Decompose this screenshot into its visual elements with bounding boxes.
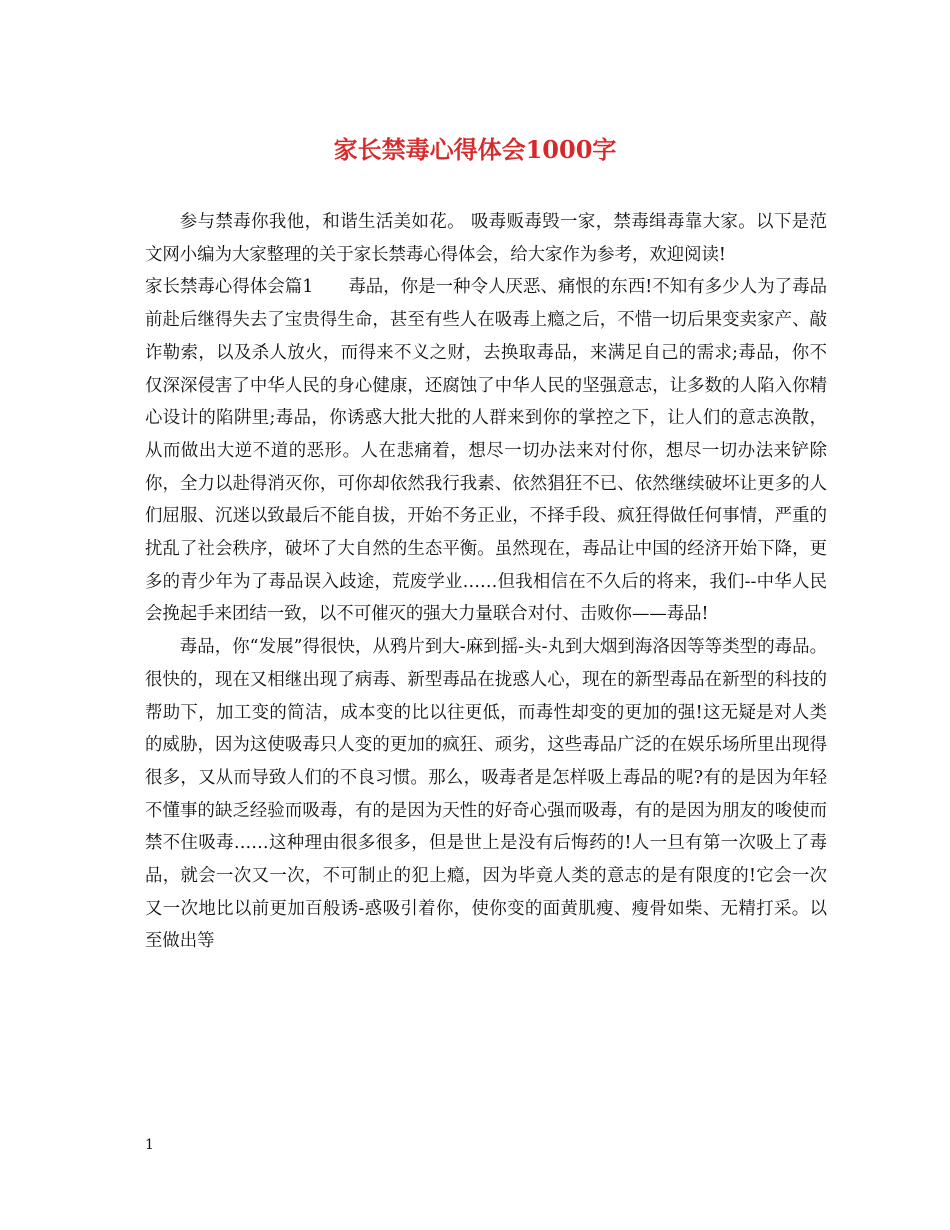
document-title: 家长禁毒心得体会1000字 — [333, 135, 617, 164]
page-number: 1 — [145, 1137, 154, 1153]
section-paragraph — [145, 271, 827, 631]
document-body — [145, 206, 827, 958]
second-paragraph: 毒品，你“发展”得很快，从鸦片到大-麻到摇-头-丸到大烟到海洛因等等类型的毒品。很快的，现在又相继出现了病毒、新型毒品在拢惑人心，现在的新型毒品在新型的科技的帮助下，加工变的简洁，成本变的比以往更低，而毒性却变的更加的强!这无疑是对人类的威胁，因为这使吸毒只人变的更加的疯狂、顽劣，这些毒品广泛的在娱乐场所里出现得很多，又从而导致人们的不良习惯。那么，吸毒者是怎样吸上毒品的呢?有的是因为年轻不懂事的缺乏经验而吸毒，有的是因为天性的好奇心强而吸毒，有的是因为朋友的唆使而禁不住吸毒……这种理由很多很多，但是世上是没有后悔药的!人一旦有第一次吸上了毒品，就会一次又一次，不可制止的犯上瘾，因为毕竟人类的意志的是有限度的!它会一次又一次地比以前更加百般诱-惑吸引着你，使你变的面黄肌瘦、瘦骨如柴、无精打采。以至做出等 — [145, 637, 827, 952]
section-body: 毒品，你是一种令人厌恶、痛恨的东西!不知有多少人为了毒品前赴后继得失去了宝贵得生命，甚至有些人在吸毒上瘾之后，不惜一切后果变卖家产、敲诈勒索，以及杀人放火，而得来不义之财，去换取毒品，来满足自己的需求;毒品，你不仅深深侵害了中华人民的身心健康，还腐蚀了中华人民的坚强意志，让多数的人陷入你精心设计的陷阱里;毒品，你诱惑大批大批的人群来到你的掌控之下，让人们的意志涣散，从而做出大逆不道的恶形。人在悲痛着，想尽一切办法来对付你，想尽一切办法来铲除你，全力以赴得消灭你，可你却依然我行我素、依然猖狂不已、依然继续破坏让更多的人们屈服、沉迷以致最后不能自拔，开始不务正业，不择手段、疯狂得做任何事情，严重的扰乱了社会秩序，破坏了大自然的生态平衡。虽然现在，毒品让中国的经济开始下降，更多的青少年为了毒品误入歧途，荒废学业……但我相信在不久后的将来，我们--中华人民会挽起手来团结一致，以不可催灭的强大力量联合对付、击败你——毒品! — [145, 277, 827, 625]
section-gap — [313, 277, 348, 297]
section-heading: 家长禁毒心得体会篇1 — [145, 277, 314, 298]
intro-paragraph: 参与禁毒你我他，和谐生活美如花。 吸毒贩毒毁一家，禁毒缉毒靠大家。以下是范文网小编为大家整理的关于家长禁毒心得体会，给大家作为参考，欢迎阅读! — [145, 212, 827, 265]
